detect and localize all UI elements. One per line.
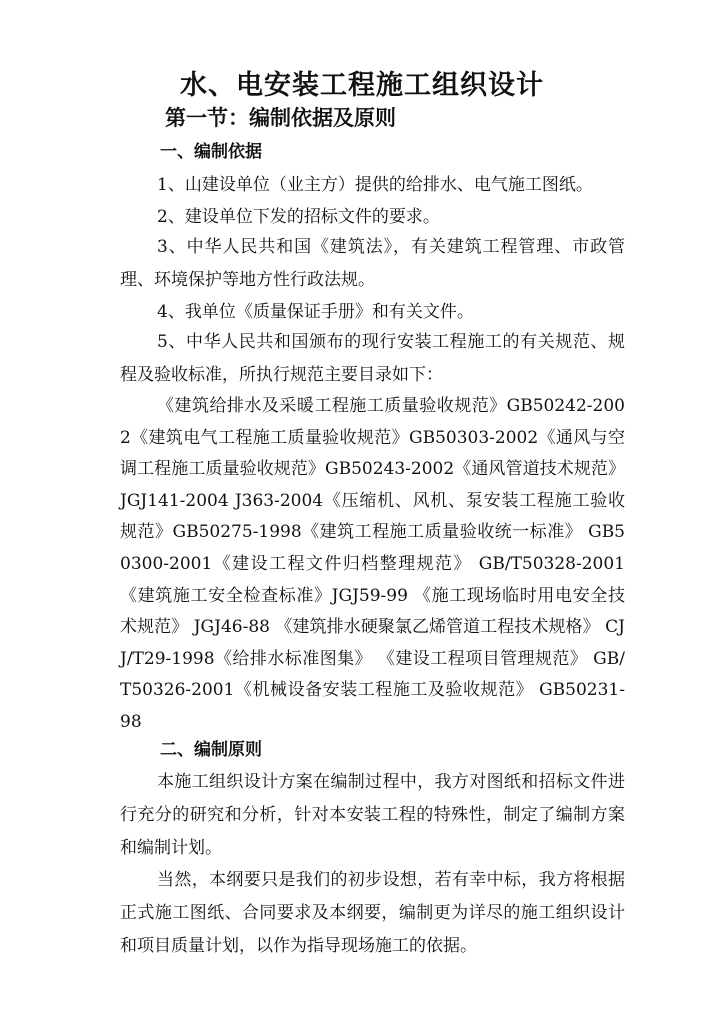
basis-item-2: 2、建设单位下发的招标文件的要求。 [157,207,440,227]
principle-paragraph-1: 本施工组织设计方案在编制过程中，我方对图纸和招标文件进行充分的研究和分析，针对本安装工程的特殊性，制定了编制方案和编制计划。 [120,772,625,858]
document-title: 水、电安装工程施工组织设计 [180,70,544,101]
basis-item-1: 1、山建设单位（业主方）提供的给排水、电气施工图纸。 [157,175,593,195]
section-heading: 第一节：编制依据及原则 [165,106,396,130]
basis-item-3: 3、中华人民共和国《建筑法》，有关建筑工程管理、市政管理、环境保护等地方性行政法规。 [120,237,625,290]
basis-item-5: 5、中华人民共和国颁布的现行安装工程施工的有关规范、规程及验收标准，所执行规范主要目录如下： [120,332,625,385]
principle-paragraph-2: 当然，本纲要只是我们的初步设想，若有幸中标，我方将根据正式施工图纸、合同要求及本纲要，编制更为详尽的施工组织设计和项目质量计划，以作为指导现场施工的依据。 [120,870,625,956]
basis-item-4: 4、我单位《质量保证手册》和有关文件。 [157,302,474,322]
standards-list: 《建筑给排水及采暖工程施工质量验收规范》GB50242-2002《建筑电气工程施工质量验收规范》GB50303-2002《通风与空调工程施工质量验收规范》GB50243-2002《通风管道技术规范》 JGJ141-2004 J363-2004《压缩机、风机、泵安装工程施工验收规范》GB50275-1998《建筑工程施工质量验收统一标准》 GB50300-2001《建设工程文件归档整理规范》 GB/T50328-2001《建筑施工安全检查标准》JGJ59-99 《施工现场临时用电安全技术规范》 JGJ46-88 《建筑排水硬聚氯乙烯管道工程技术规格》 CJJ/T29-1998《给排水标准图集》 《建设工程项目管理规范》 GB/T50326-2001《机械设备安装工程施工及验收规范》 GB50231-98 [120,396,625,732]
principles-heading: 二、编制原则 [160,740,262,760]
basis-heading: 一、编制依据 [160,142,262,162]
